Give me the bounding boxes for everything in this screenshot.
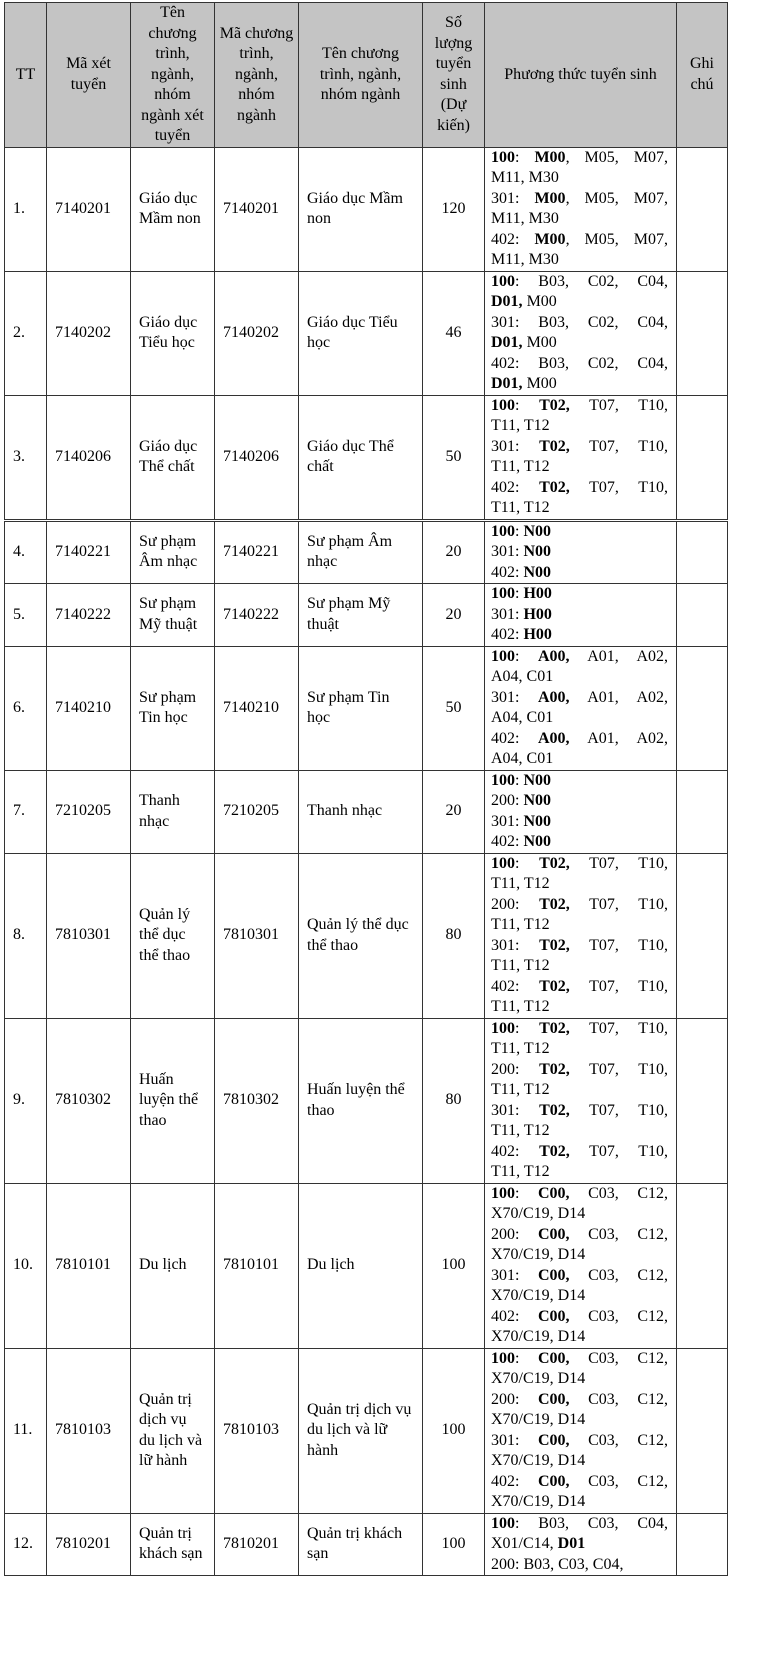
method-line: 301: N00 [491,543,552,560]
major-code: 7140206 [215,395,299,520]
major-code: 7810302 [215,1018,299,1183]
admission-code: 7810301 [47,853,131,1018]
program-name: Sư phạm Âm nhạc [131,520,215,584]
method-line: T11, T12 [491,1081,550,1098]
method-line: 301: T02, T07, T10, [491,936,669,954]
method-line: 402: M00, M05, M07, [491,230,669,248]
table-row [5,1513,728,1576]
admission-methods [485,395,677,520]
method-line: A04, C01 [491,668,554,685]
method-line: 301: H00 [491,605,552,623]
note-cell [677,853,728,1018]
method-line: 100: A00, A01, A02, [491,647,668,665]
quota: 80 [423,853,485,1018]
major-code: 7810101 [215,1183,299,1348]
method-line: 301: C00, C03, C12, [491,1266,668,1284]
admission-methods [485,584,677,647]
method-line: 200: C00, C03, C12, [491,1225,668,1243]
table-row [5,395,728,520]
program-name: Giáo dục Mầm non [131,147,215,271]
method-line: 402: T02, T07, T10, [491,478,669,496]
note-cell [677,1183,728,1348]
row-number: 4. [5,520,47,584]
major-name: Huấn luyện thể thao [299,1018,423,1183]
method-line: X70/C19, D14 [491,1452,586,1469]
note-cell [677,147,728,271]
method-line: 100: M00, M05, M07, [491,148,669,166]
program-name: Giáo dục Tiểu học [131,271,215,395]
header-ma-nganh: Mã chương trình, ngành, nhóm ngành [215,3,299,148]
method-line: T11, T12 [491,1040,550,1057]
admission-code: 7210205 [47,770,131,853]
major-code: 7810301 [215,853,299,1018]
program-name: Du lịch [131,1183,215,1348]
program-name: Huấn luyện thể thao [131,1018,215,1183]
method-line: X70/C19, D14 [491,1246,586,1263]
row-number: 9. [5,1018,47,1183]
table-row [5,147,728,271]
quota: 80 [423,1018,485,1183]
admission-methods [485,1513,677,1576]
method-line: T11, T12 [491,1163,550,1180]
method-line: 402: T02, T07, T10, [491,977,669,995]
method-line: M11, M30 [491,251,559,268]
header-ten-xet-tuyen: Tên chương trình, ngành, nhóm ngành xét tuyển [131,3,215,148]
note-cell [677,1513,728,1576]
quota: 120 [423,147,485,271]
table-row [5,853,728,1018]
program-name: Giáo dục Thể chất [131,395,215,520]
method-line: T11, T12 [491,458,550,475]
method-line: 200: B03, C03, C04, [491,1555,624,1573]
major-name: Giáo dục Mầm non [299,147,423,271]
method-line: 301: T02, T07, T10, [491,437,669,455]
method-line: X01/C14, D01 [491,1535,586,1552]
row-number: 1. [5,147,47,271]
row-number: 8. [5,853,47,1018]
major-name: Quản trị khách sạn [299,1513,423,1576]
admission-methods [485,770,677,853]
method-line: T11, T12 [491,499,550,516]
row-number: 5. [5,584,47,647]
major-name: Sư phạm Tin học [299,646,423,770]
method-line: 301: A00, A01, A02, [491,688,668,706]
quota: 20 [423,584,485,647]
header-ten-nganh: Tên chương trình, ngành, nhóm ngành [299,3,423,148]
method-line: 301: C00, C03, C12, [491,1431,668,1449]
major-name: Giáo dục Tiểu học [299,271,423,395]
admission-code: 7810201 [47,1513,131,1576]
header-phuong-thuc: Phương thức tuyển sinh [485,3,677,148]
major-code: 7140202 [215,271,299,395]
method-line: 100: C00, C03, C12, [491,1184,668,1202]
method-line: X70/C19, D14 [491,1411,586,1428]
method-line: X70/C19, D14 [491,1287,586,1304]
major-name: Du lịch [299,1183,423,1348]
method-line: M11, M30 [491,169,559,186]
major-name: Thanh nhạc [299,770,423,853]
table-row [5,584,728,647]
quota: 20 [423,520,485,584]
note-cell [677,271,728,395]
major-name: Quản lý thể dục thể thao [299,853,423,1018]
admission-code: 7810103 [47,1348,131,1513]
method-line: 402: H00 [491,626,552,643]
row-number: 11. [5,1348,47,1513]
header-ma-xet-tuyen: Mã xét tuyển [47,3,131,148]
major-name: Sư phạm Âm nhạc [299,520,423,584]
row-number: 12. [5,1513,47,1576]
method-line: 301: N00 [491,812,552,830]
program-name: Sư phạm Mỹ thuật [131,584,215,647]
program-name: Thanh nhạc [131,770,215,853]
major-code: 7140222 [215,584,299,647]
method-line: A04, C01 [491,709,554,726]
note-cell [677,520,728,584]
method-line: A04, C01 [491,750,554,767]
header-ghi-chu: Ghi chú [677,3,728,148]
method-line: 200: T02, T07, T10, [491,895,669,913]
admission-methods [485,1183,677,1348]
row-number: 3. [5,395,47,520]
note-cell [677,770,728,853]
program-name: Quản trị khách sạn [131,1513,215,1576]
method-line: 200: T02, T07, T10, [491,1060,669,1078]
header-tt: TT [5,3,47,148]
quota: 100 [423,1513,485,1576]
program-name: Sư phạm Tin học [131,646,215,770]
method-line: T11, T12 [491,957,550,974]
note-cell [677,646,728,770]
row-number: 7. [5,770,47,853]
admission-methods [485,520,677,584]
method-line: 200: C00, C03, C12, [491,1390,668,1408]
admission-methods [485,147,677,271]
table-row [5,271,728,395]
method-line: 402: C00, C03, C12, [491,1472,668,1490]
method-line: 200: N00 [491,792,552,809]
major-name: Quản trị dịch vụ du lịch và lữ hành [299,1348,423,1513]
admission-code: 7140221 [47,520,131,584]
table-row [5,770,728,853]
major-code: 7140210 [215,646,299,770]
major-code: 7810201 [215,1513,299,1576]
method-line: T11, T12 [491,916,550,933]
method-line: 100: N00 [491,771,552,789]
note-cell [677,584,728,647]
admission-methods [485,271,677,395]
method-line: 100: C00, C03, C12, [491,1349,668,1367]
quota: 100 [423,1183,485,1348]
admission-code: 7140206 [47,395,131,520]
row-number: 6. [5,646,47,770]
method-line: D01, M00 [491,293,557,310]
admission-methods [485,853,677,1018]
note-cell [677,395,728,520]
quota: 50 [423,395,485,520]
method-line: 402: T02, T07, T10, [491,1142,669,1160]
quota: 50 [423,646,485,770]
header-row [5,3,728,148]
table-row [5,1018,728,1183]
method-line: 402: N00 [491,563,552,581]
admission-methods [485,646,677,770]
quota: 100 [423,1348,485,1513]
method-line: D01, M00 [491,334,557,351]
method-line: 100: B03, C03, C04, [491,1514,668,1532]
program-name: Quản trị dịch vụ du lịch và lữ hành [131,1348,215,1513]
admission-methods [485,1348,677,1513]
method-line: X70/C19, D14 [491,1328,586,1345]
admission-code: 7140210 [47,646,131,770]
method-line: T11, T12 [491,1122,550,1139]
method-line: 402: N00 [491,833,552,850]
major-code: 7140201 [215,147,299,271]
major-code: 7210205 [215,770,299,853]
note-cell [677,1348,728,1513]
method-line: D01, M00 [491,375,557,392]
admission-table [4,2,728,1576]
method-line: 100: T02, T07, T10, [491,854,669,872]
method-line: 301: B03, C02, C04, [491,313,668,331]
method-line: T11, T12 [491,875,550,892]
method-line: X70/C19, D14 [491,1370,586,1387]
method-line: 402: A00, A01, A02, [491,729,668,747]
row-number: 2. [5,271,47,395]
method-line: X70/C19, D14 [491,1205,586,1222]
method-line: 100: N00 [491,522,552,540]
method-line: M11, M30 [491,210,559,227]
method-line: T11, T12 [491,998,550,1015]
method-line: 100: T02, T07, T10, [491,396,669,414]
major-code: 7810103 [215,1348,299,1513]
major-name: Sư phạm Mỹ thuật [299,584,423,647]
major-name: Giáo dục Thể chất [299,395,423,520]
row-number: 10. [5,1183,47,1348]
method-line: 100: B03, C02, C04, [491,272,668,290]
method-line: 402: B03, C02, C04, [491,354,668,372]
admission-code: 7140202 [47,271,131,395]
program-name: Quản lý thể dục thể thao [131,853,215,1018]
header-so-luong: Số lượng tuyển sinh (Dự kiến) [423,3,485,148]
table-row [5,520,728,584]
quota: 46 [423,271,485,395]
admission-methods [485,1018,677,1183]
method-line: 402: C00, C03, C12, [491,1307,668,1325]
admission-code: 7810101 [47,1183,131,1348]
quota: 20 [423,770,485,853]
method-line: 100: H00 [491,585,552,602]
admission-code: 7140222 [47,584,131,647]
admission-code: 7810302 [47,1018,131,1183]
table-row [5,646,728,770]
method-line: T11, T12 [491,417,550,434]
method-line: 301: T02, T07, T10, [491,1101,669,1119]
method-line: X70/C19, D14 [491,1493,586,1510]
method-line: 301: M00, M05, M07, [491,189,669,207]
admission-code: 7140201 [47,147,131,271]
table-row [5,1348,728,1513]
method-line: 100: T02, T07, T10, [491,1019,669,1037]
table-row [5,1183,728,1348]
major-code: 7140221 [215,520,299,584]
note-cell [677,1018,728,1183]
